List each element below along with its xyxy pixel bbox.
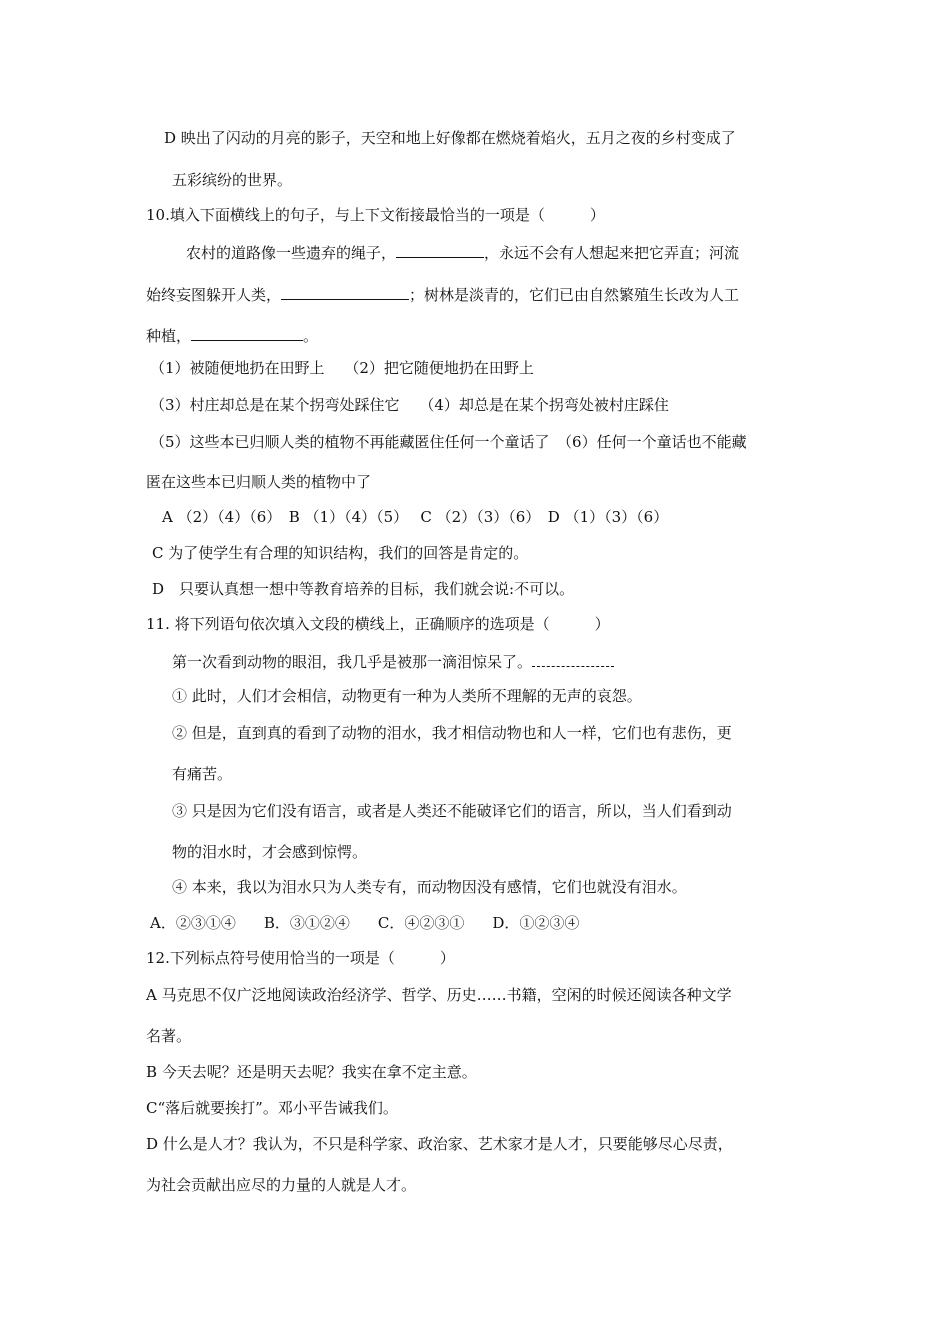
q10-answer-options: A （2）（4）（6） B （1）（4）（5） C （2）（3）（6） D （1）（3）（6）	[162, 508, 669, 526]
q12-stem: 12.下列标点符号使用恰当的一项是（ ）	[146, 949, 455, 967]
extra-option-d: D 只要认真想一想中等教育培养的目标，我们就会说:不可以。	[152, 580, 575, 598]
q12-option-a-line2: 名著。	[146, 1027, 192, 1045]
q11-sentence-4: ④ 本来，我以为泪水只为人类专有，而动物因没有感情，它们也就没有泪水。	[172, 878, 687, 896]
q12-option-b: B 今天去呢？还是明天去呢？我实在拿不定主意。	[146, 1063, 477, 1081]
fill-blank[interactable]	[191, 324, 303, 341]
q10-passage-line2	[146, 283, 739, 305]
q11-sentence-3-line1: ③ 只是因为它们没有语言，或者是人类还不能破译它们的语言，所以，当人们看到动	[172, 802, 732, 820]
q11-passage	[172, 650, 614, 672]
q12-option-d-line2: 为社会贡献出应尽的力量的人就是人才。	[146, 1176, 417, 1194]
q10-passage-text: 。	[303, 327, 319, 345]
q11-sentence-3-line2: 物的泪水时，才会感到惊愕。	[172, 843, 368, 861]
q11-options	[150, 913, 579, 933]
q10-choices-line4: 匿在这些本已归顺人类的植物中了	[146, 473, 372, 491]
q10-passage-text: ，永远不会有人想起来把它弄直；河流	[484, 244, 740, 262]
q11-sentence-2-line2: 有痛苦。	[172, 765, 233, 783]
q9-option-d-line1: D 映出了闪动的月亮的影子，天空和地上好像都在燃烧着焰火，五月之夜的乡村变成了	[164, 129, 736, 147]
q12-option-d-line1: D 什么是人才？我认为，不只是科学家、政治家、艺术家才是人才，只要能够尽心尽责，	[146, 1135, 733, 1153]
fill-blank[interactable]	[396, 241, 484, 258]
q11-sentence-1: ① 此时，人们才会相信，动物更有一种为人类所不理解的无声的哀怨。	[172, 687, 642, 705]
q10-choices-line1: （1）被随便地扔在田野上 （2）把它随便地扔在田野上	[150, 359, 534, 377]
q10-passage-line1	[186, 241, 739, 263]
q10-passage-text: 始终妄图躲开人类，	[146, 286, 282, 304]
q10-choices-line3: （5）这些本已归顺人类的植物不再能藏匿住任何一个童话了 （6）任何一个童话也不能藏	[150, 433, 747, 451]
q11-option-b: B．③①②④	[263, 914, 350, 932]
q10-stem: 10.填入下面横线上的句子，与上下文衔接最恰当的一项是（ ）	[146, 206, 605, 224]
fill-blank[interactable]	[281, 283, 409, 300]
q12-option-c: C“落后就要挨打”。邓小平告诫我们。	[146, 1099, 398, 1117]
q12-option-a-line1: A 马克思不仅广泛地阅读政治经济学、哲学、历史……书籍，空闲的时候还阅读各种文学	[146, 986, 732, 1004]
q11-option-c: C．④②③①	[377, 914, 465, 932]
q10-passage-text: 农村的道路像一些遗弃的绳子，	[186, 244, 397, 262]
extra-option-c: C 为了使学生有合理的知识结构，我们的回答是肯定的。	[152, 544, 529, 562]
q10-passage-text: 种植，	[146, 327, 192, 345]
q11-stem: 11. 将下列语句依次填入文段的横线上，正确顺序的选项是（ ）	[146, 615, 610, 633]
q10-passage-line3	[146, 324, 318, 346]
q10-passage-text: ；树林是淡青的，它们已由自然繁殖生长改为人工	[409, 286, 740, 304]
q10-choices-line2: （3）村庄却总是在某个拐弯处踩住它 （4）却总是在某个拐弯处被村庄踩住	[150, 396, 669, 414]
q11-passage-text: 第一次看到动物的眼泪，我几乎是被那一滴泪惊呆了。	[172, 653, 533, 671]
q11-option-a: A．②③①④	[150, 914, 236, 932]
fill-blank[interactable]	[532, 650, 614, 667]
q11-sentence-2-line1: ② 但是，直到真的看到了动物的泪水，我才相信动物也和人一样，它们也有悲伤，更	[172, 724, 732, 742]
q9-option-d-line2: 五彩缤纷的世界。	[172, 171, 293, 189]
q11-option-d: D．①②③④	[492, 914, 580, 932]
